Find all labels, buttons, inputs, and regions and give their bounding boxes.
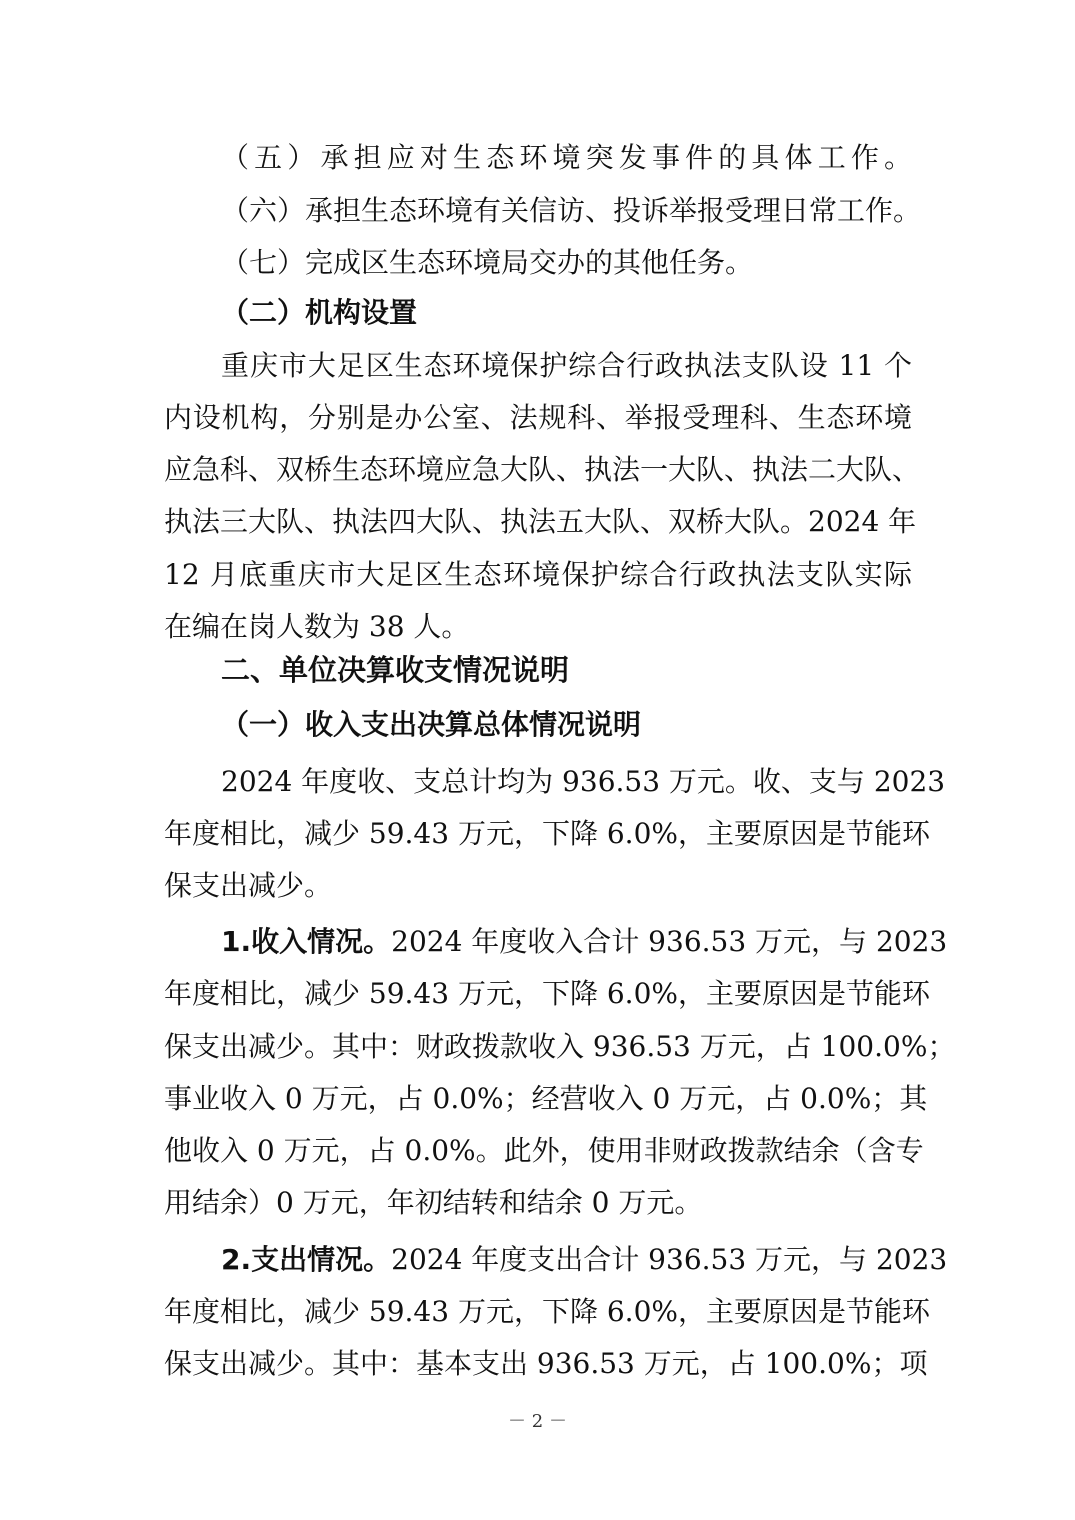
section-heading-two: 二、单位决算收支情况说明 (221, 653, 570, 687)
income-label: 1.收入情况。 (221, 925, 392, 958)
org-paragraph-line: 执法三大队、执法四大队、执法五大队、双桥大队。2024 年 (164, 505, 917, 538)
overview-paragraph-line: 年度相比，减少 59.43 万元，下降 6.0%，主要原因是节能环 (164, 817, 930, 850)
section-heading-org: （二）机构设置 (221, 296, 418, 329)
income-paragraph-line: 用结余）0 万元，年初结转和结余 0 万元。 (164, 1186, 703, 1219)
expense-first-line-text: 2024 年度支出合计 936.53 万元，与 2023 (391, 1243, 948, 1276)
income-first-line (221, 922, 948, 962)
income-paragraph-line: 事业收入 0 万元，占 0.0%；经营收入 0 万元，占 0.0%；其 (164, 1082, 928, 1115)
expense-first-line (221, 1240, 948, 1280)
org-paragraph-line: 应急科、双桥生态环境应急大队、执法一大队、执法二大队、 (164, 453, 921, 486)
org-paragraph-line: 12 月底重庆市大足区生态环境保护综合行政执法支队实际 (164, 558, 912, 591)
expense-paragraph-line: 年度相比，减少 59.43 万元，下降 6.0%，主要原因是节能环 (164, 1295, 930, 1328)
income-paragraph-line: 他收入 0 万元，占 0.0%。此外，使用非财政拨款结余（含专 (164, 1134, 924, 1167)
income-paragraph-line: 保支出减少。其中：财政拨款收入 936.53 万元，占 100.0%； (164, 1030, 956, 1063)
expense-paragraph-line: 保支出减少。其中：基本支出 936.53 万元，占 100.0%；项 (164, 1347, 928, 1380)
org-paragraph-line: 重庆市大足区生态环境保护综合行政执法支队设 11 个 (221, 349, 912, 382)
duty-item-6: （六）承担生态环境有关信访、投诉举报受理日常工作。 (221, 194, 922, 227)
org-paragraph-line: 在编在岗人数为 38 人。 (164, 610, 470, 643)
overview-paragraph-line: 2024 年度收、支总计均为 936.53 万元。收、支与 2023 (221, 765, 946, 798)
income-paragraph-line: 年度相比，减少 59.43 万元，下降 6.0%，主要原因是节能环 (164, 977, 930, 1010)
sub-heading-overview: （一）收入支出决算总体情况说明 (221, 708, 642, 741)
org-paragraph-line: 内设机构，分别是办公室、法规科、举报受理科、生态环境 (164, 401, 912, 434)
duty-item-7: （七）完成区生态环境局交办的其他任务。 (221, 246, 754, 279)
income-first-line-text: 2024 年度收入合计 936.53 万元，与 2023 (391, 925, 948, 958)
expense-label: 2.支出情况。 (221, 1243, 392, 1276)
duty-item-5: （五）承担应对生态环境突发事件的具体工作。 (221, 141, 912, 174)
page-number: － 2 － (508, 1411, 567, 1432)
overview-paragraph-line: 保支出减少。 (164, 869, 333, 902)
